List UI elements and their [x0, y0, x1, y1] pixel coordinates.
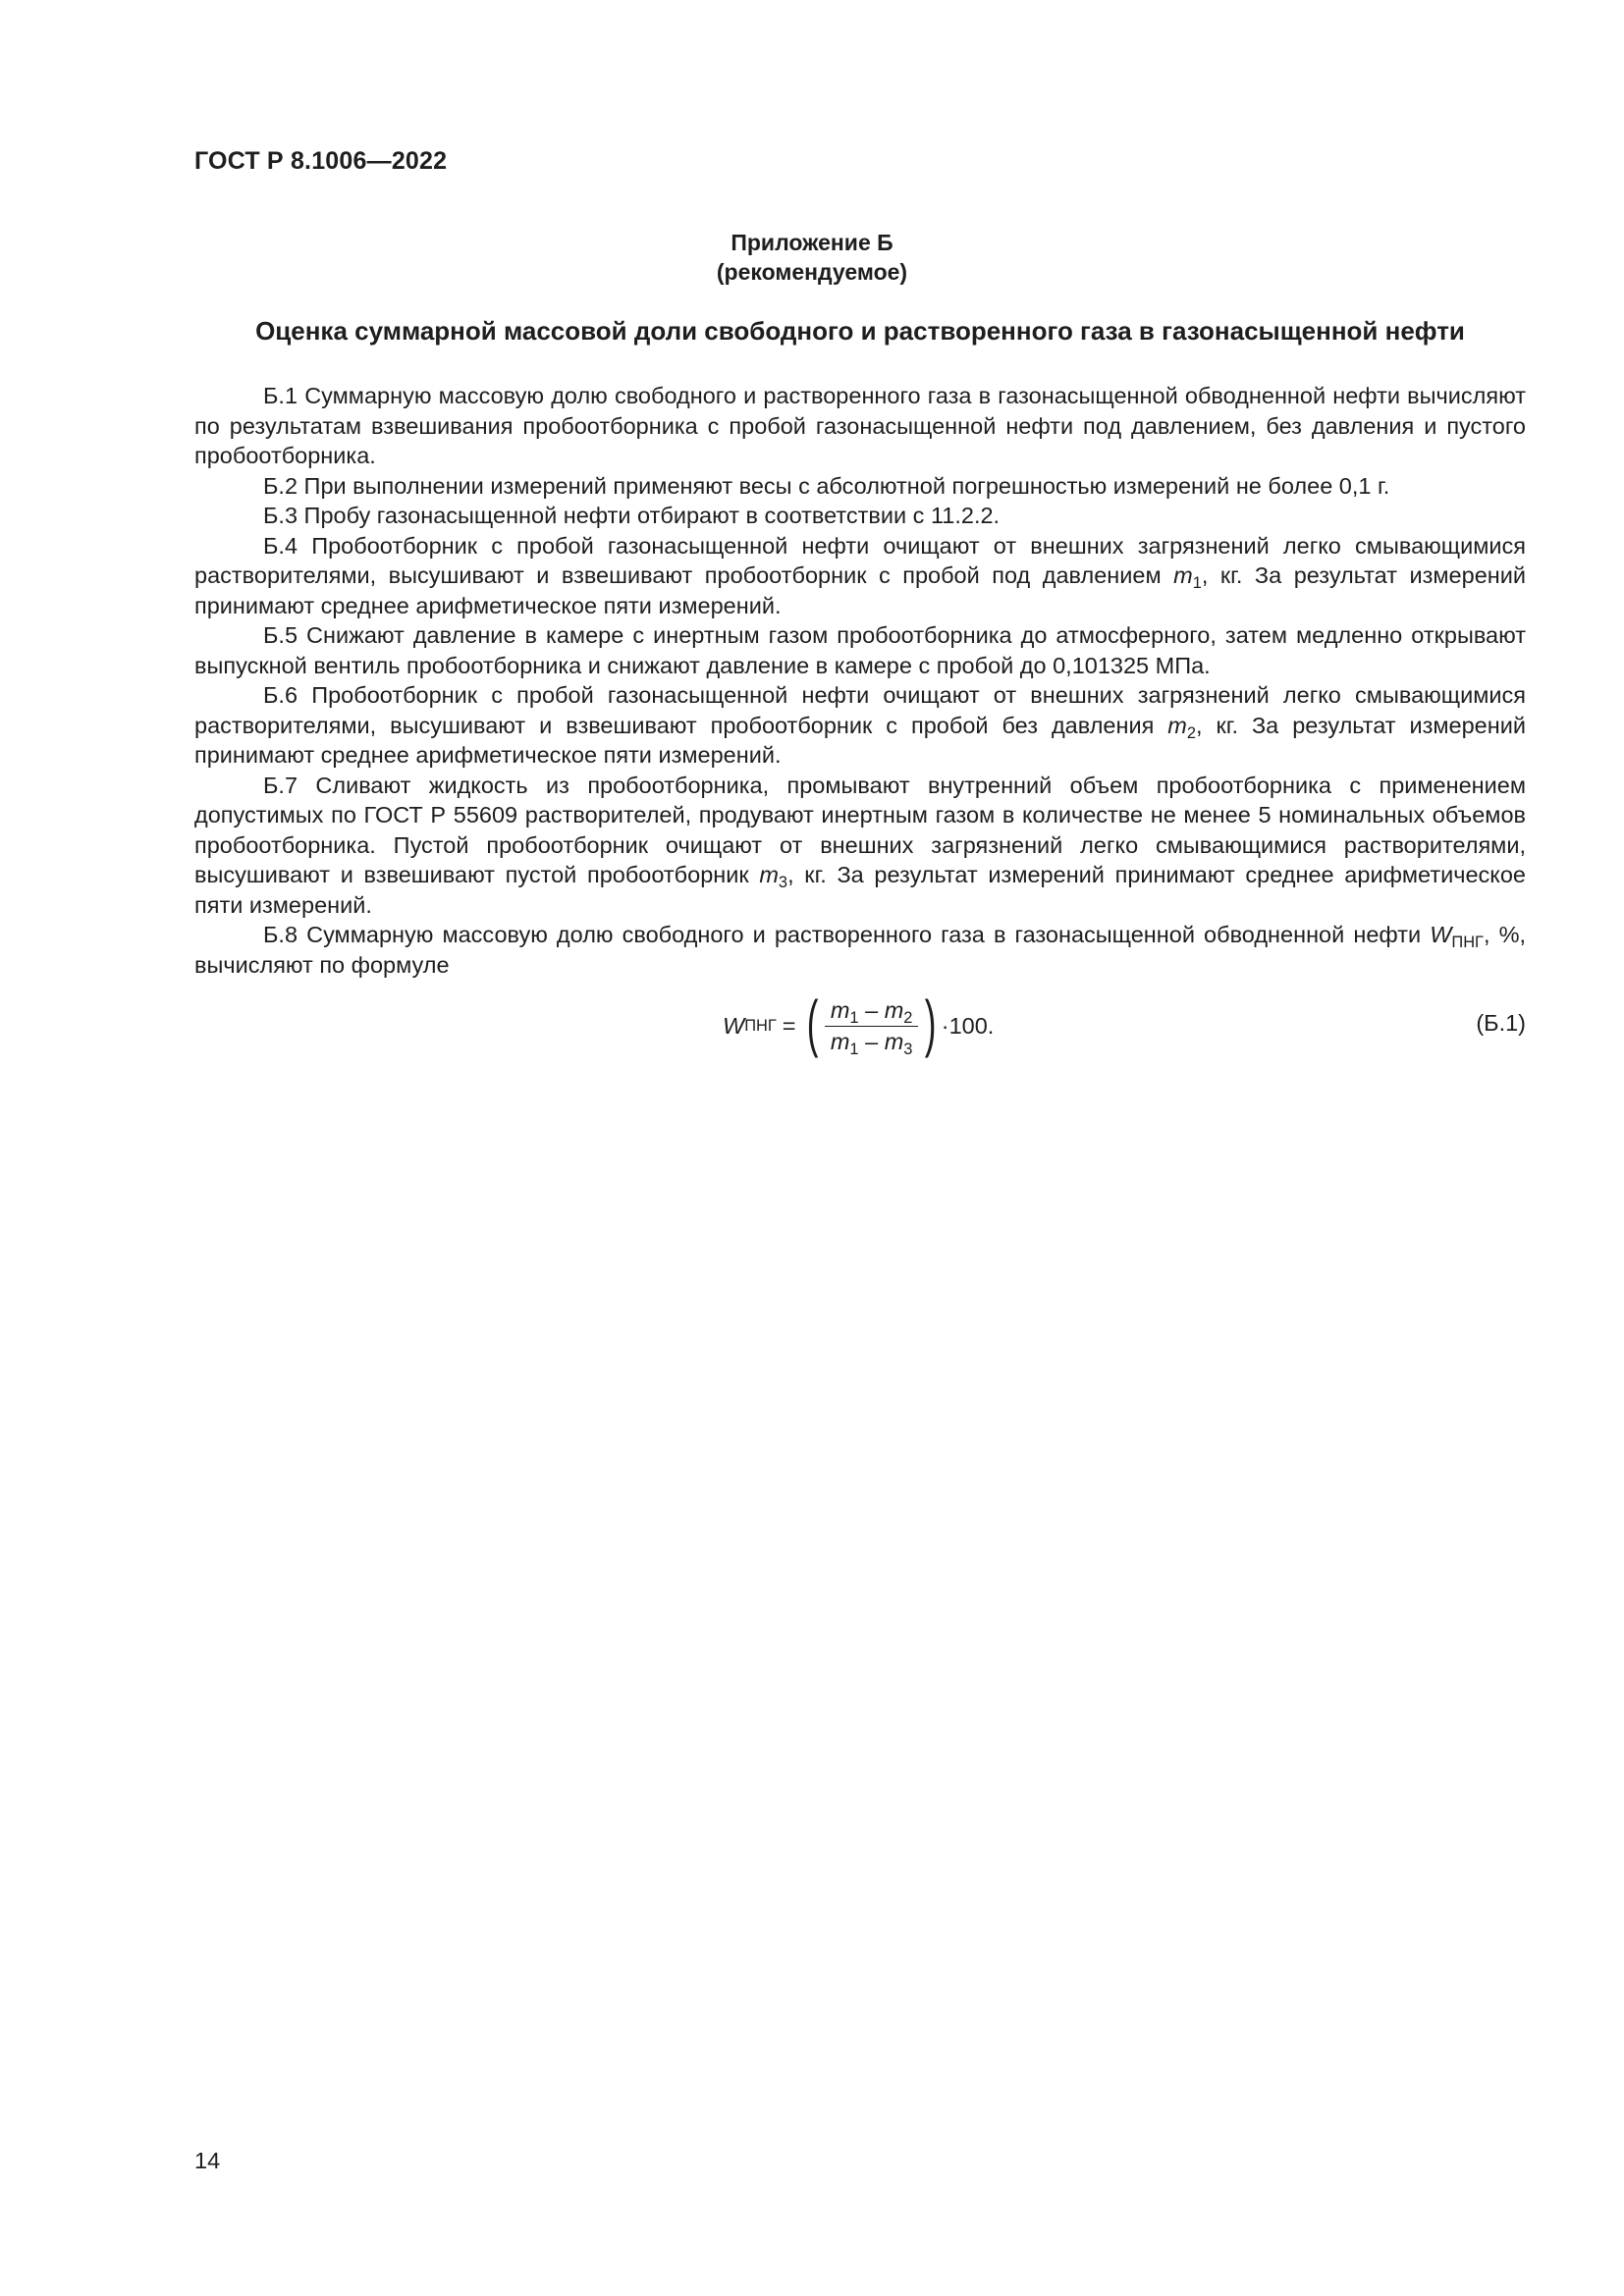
paragraph-b7: [194, 771, 1526, 921]
denominator-m3-subscript: 3: [903, 1040, 913, 1058]
formula-equals-sign: =: [782, 1012, 796, 1039]
paragraph-b2: Б.2 При выполнении измерений применяют весы с абсолютной погрешностью измерений не более 0,1 г.: [263, 472, 1390, 499]
paragraph-b1: Б.1 Суммарную массовую долю свободного и растворенного газа в газонасыщенной обводненной нефти вычисляют по результатам взвешивания пробоотборника с пробой газонасыщенной нефти под давлением, без давления и пустого пробоотборника.: [194, 383, 1526, 468]
variable-w-png: W: [1430, 922, 1452, 947]
paragraph-b4-text-start: Б.4 Пробоотборник с пробой газонасыщенной нефти очищают от внешних загрязнений легко смывающимися растворителями, высушивают и взвешивают пробоотборник с пробой под давлением: [194, 532, 1526, 588]
variable-m3-subscript: 3: [778, 874, 788, 891]
formula-fraction: [825, 996, 919, 1058]
numerator-m1-subscript: 1: [849, 1008, 859, 1027]
paragraph-b4-text-end: , кг. За результат измерений принимают среднее арифметическое пяти измерений.: [194, 562, 1526, 618]
document-body: [194, 381, 1526, 980]
paragraph-b3: Б.3 Пробу газонасыщенной нефти отбирают в соответствии с 11.2.2.: [263, 503, 1001, 528]
denominator-minus: –: [865, 1028, 879, 1054]
paragraph-b6-text-end: , кг. За результат измерений принимают среднее арифметическое пяти измерений.: [194, 712, 1526, 768]
numerator-minus: –: [865, 996, 879, 1023]
annex-title: Приложение Б: [731, 230, 893, 255]
numerator-m2: m: [884, 996, 904, 1023]
paragraph-b8-text-start: Б.8 Суммарную массовую долю свободного и растворенного газа в газонасыщенной обводненной нефти: [263, 922, 1431, 947]
annex-status: (рекомендуемое): [716, 259, 908, 285]
variable-m1-subscript: 1: [1192, 574, 1202, 592]
annex-heading: [0, 228, 1624, 287]
formula-multiplier: ·100.: [941, 1012, 995, 1039]
variable-m3: m: [759, 862, 779, 887]
variable-m2: m: [1167, 712, 1187, 738]
formula-left-paren: (: [806, 988, 819, 1058]
paragraph-b8: [194, 920, 1526, 980]
section-title: Оценка суммарной массовой доли свободного и растворенного газа в газонасыщенной нефти: [255, 316, 1465, 346]
denominator-m3: m: [884, 1028, 904, 1054]
page-number: 14: [194, 2148, 221, 2173]
denominator-m1: m: [830, 1028, 850, 1054]
formula-denominator: [825, 1027, 919, 1058]
variable-m2-subscript: 2: [1186, 723, 1197, 742]
formula-number: (Б.1): [1476, 1010, 1526, 1036]
formula-numerator: [825, 997, 919, 1027]
formula-right-paren: ): [925, 988, 937, 1058]
paragraph-b7-text-end: , кг. За результат измерений принимают среднее арифметическое пяти измерений.: [194, 862, 1526, 918]
document-code: ГОСТ Р 8.1006—2022: [194, 147, 448, 175]
paragraph-b4: [194, 531, 1526, 621]
formula-expression: W ПНГ = ( $\frac{m_1 - m_2}{m_1 - m_3}$ ) ·100.: [723, 988, 995, 1058]
formula-lhs-variable: W: [723, 1012, 745, 1039]
numerator-m2-subscript: 2: [903, 1008, 913, 1027]
denominator-m1-subscript: 1: [849, 1040, 859, 1058]
variable-w-png-subscript: ПНГ: [1451, 934, 1484, 951]
paragraph-b6: [194, 680, 1526, 771]
formula-b1: [194, 987, 1526, 1065]
numerator-m1: m: [830, 996, 850, 1023]
variable-m1: m: [1173, 562, 1193, 588]
paragraph-b6-text-start: Б.6 Пробоотборник с пробой газонасыщенной нефти очищают от внешних загрязнений легко смывающимися растворителями, высушивают и взвешивают пробоотборник с пробой без давления: [194, 682, 1526, 738]
paragraph-b8-text-end: , %, вычисляют по формуле: [194, 922, 1527, 978]
paragraph-b7-text-start: Б.7 Сливают жидкость из пробоотборника, промывают внутренний объем пробоотборника с применением допустимых по ГОСТ Р 55609 растворителей, продувают инертным газом в количестве не менее 5 номинальных объемов пробоотборника. Пустой пробоотборник очищают от внешних загрязнений легко смывающимися растворителями, высушивают и взвешивают пустой пробоотборник: [194, 772, 1526, 887]
paragraph-b5: Б.5 Снижают давление в камере с инертным газом пробоотборника до атмосферного, затем медленно открывают выпускной вентиль пробоотборника и снижают давление в камере с пробой до 0,101325 МПа.: [194, 622, 1526, 678]
